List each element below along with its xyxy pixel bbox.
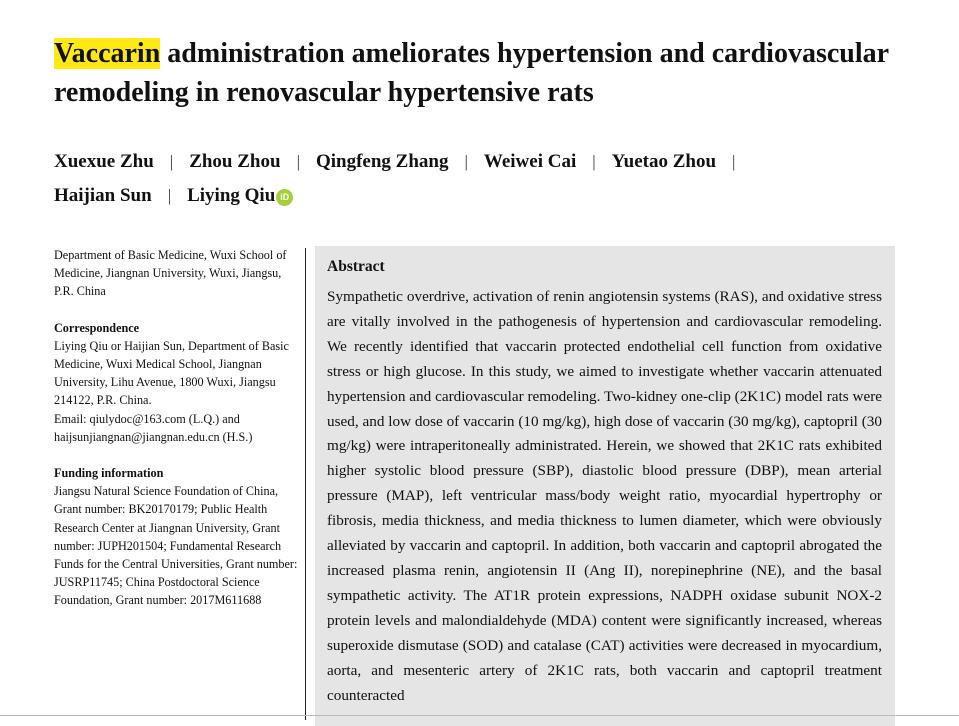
affiliation: Department of Basic Medicine, Wuxi School of Medicine, Jiangnan University, Wuxi, Jiangsu, P.R. China: [54, 248, 287, 299]
article-info-column: [54, 246, 299, 610]
author-separator: |: [296, 152, 300, 171]
correspondence-email[interactable]: Email: qiulydoc@163.com (L.Q.) and haijsunjiangnan@jiangnan.edu.cn (H.S.): [54, 411, 253, 444]
author-separator: |: [732, 152, 736, 171]
abstract-text: Sympathetic overdrive, activation of renin angiotensin systems (RAS), and oxidative stress are vitally involved in the pathogenesis of hypertension and cardiovascular remodeling. We recently identified that vaccarin protected endothelial cell function from oxidative stress or high glucose. In this study, we aimed to investigate whether vaccarin attenuated hypertension and cardiovascular remodeling. Two-kidney one-clip (2K1C) model rats were used, and low dose of vaccarin (10 mg/kg), high dose of vaccarin (30 mg/kg), captopril (30 mg/kg) were intraperitoneally administrated. Herein, we showed that 2K1C rats exhibited higher systolic blood pressure (SBP), diastolic blood pressure (DBP), mean arterial pressure (MAP), left ventricular mass/body weight ratio, myocardial hypertrophy or fibrosis, media thickness, and media thickness to lumen diameter, which were obviously alleviated by vaccarin and captopril. In addition, both vaccarin and captopril abrogated the increased plasma renin, angiotensin II (Ang II), norepinephrine (NE), and the basal sympathetic activity. The AT1R protein expressions, NADPH oxidase subunit NOX-2 protein levels and malondialdehyde (MDA) content were significantly increased, whereas superoxide dismutase (SOD) and catalase (CAT) activities were decreased in myocardium, aorta, and mesenteric artery of 2K1C rats, both vaccarin and captopril treatment counteracted: [327, 288, 882, 704]
column-divider: [305, 248, 306, 720]
author-list: [54, 145, 934, 213]
author-4[interactable]: Weiwei Cai: [483, 151, 577, 172]
funding-heading: Funding information: [54, 466, 164, 481]
author-separator: |: [169, 152, 174, 171]
article-title: [54, 34, 934, 112]
title-rest: administration ameliorates hypertension and cardiovascular remodeling in renovascular hypertensive rats: [54, 38, 889, 108]
author-separator: |: [592, 152, 596, 171]
author-6[interactable]: Haijian Sun: [54, 185, 152, 206]
author-5[interactable]: Yuetao Zhou: [611, 151, 717, 172]
correspondence-heading: Correspondence: [54, 320, 140, 335]
orcid-icon[interactable]: iD: [276, 189, 293, 206]
author-7[interactable]: Liying Qiu: [187, 185, 276, 206]
author-1[interactable]: Xuexue Zhu: [54, 151, 154, 172]
funding-text: Jiangsu Natural Science Foundation of China, Grant number: BK20170179; Public Health Research Center at Jiangnan University, Grant number: JUPH201504; Fundamental Research Funds for the Central Universities, Grant number: JUSRP11745; China Postdoctoral Science Foundation, Grant number: 2017M611688: [54, 484, 298, 608]
title-highlight: Vaccarin: [54, 38, 161, 69]
abstract-panel: [315, 246, 895, 726]
correspondence-text: Liying Qiu or Haijian Sun, Department of Basic Medicine, Wuxi Medical School, Jiangnan University, Lihu Avenue, 1800 Wuxi, Jiangsu 214122, P.R. China.: [54, 338, 289, 408]
author-2[interactable]: Zhou Zhou: [189, 151, 281, 172]
author-separator: |: [167, 186, 172, 205]
author-separator: |: [464, 152, 468, 171]
page-bottom-divider: [0, 715, 959, 716]
abstract-heading: Abstract: [327, 258, 385, 275]
author-3[interactable]: Qingfeng Zhang: [315, 151, 449, 172]
